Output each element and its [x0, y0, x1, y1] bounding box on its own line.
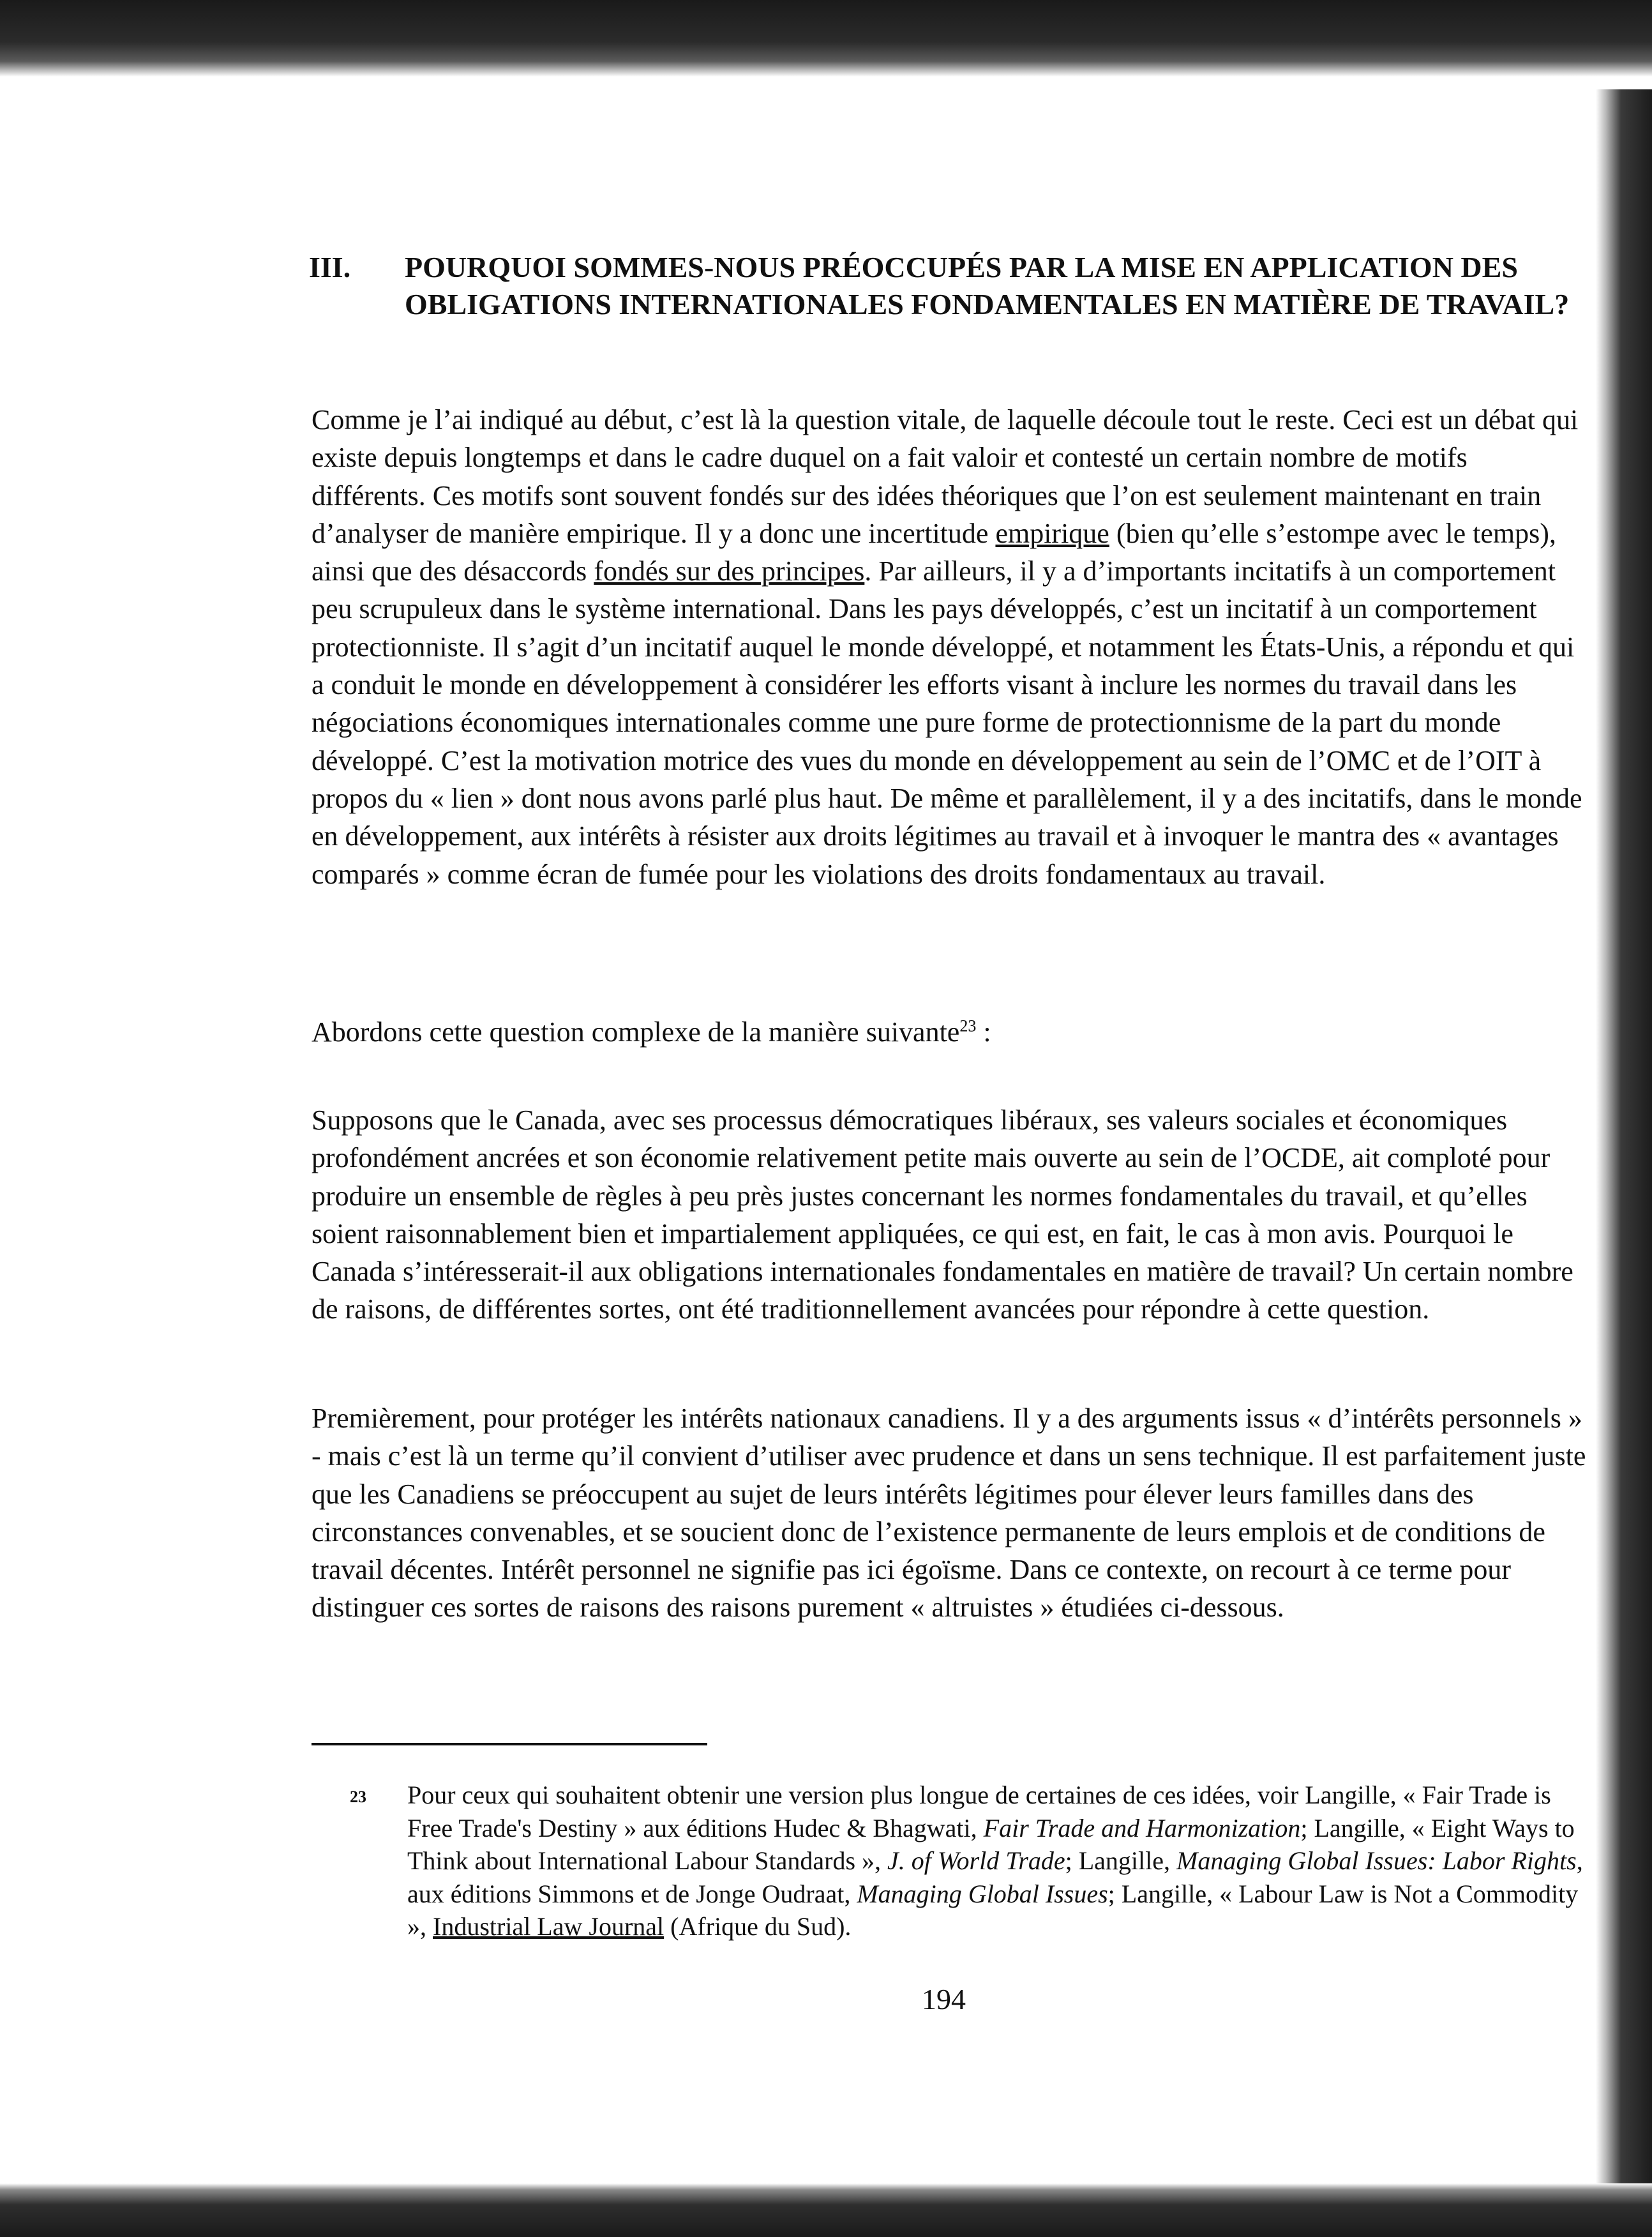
footnote-number: 23 [350, 1788, 366, 1806]
paragraph-2-tail: : [976, 1016, 991, 1048]
paragraph-1 [312, 401, 1588, 893]
paragraph-1-part-e: . Par ailleurs, il y a d’importants incitatifs à un comportement peu scrupuleux dans le système international. Dans les pays développés, c’est un incitatif à un comportement protectionniste. Il s’agit d’un incitatif auquel le monde développé, et notamment les États-Unis, a répondu et qui a conduit le monde en développement à considérer les efforts visant à inclure les normes du travail dans les négociations économiques internationales comme une pure forme de protectionnisme de la part du monde développé. C’est la motivation motrice des vues du monde en développement au sein de l’OMC et de l’OIT à propos du « lien » dont nous avons parlé plus haut. De même et parallèlement, il y a des incitatifs, dans le monde en développement, aux intérêts à résister aux droits légitimes au travail et à invoquer le mantra des « avantages comparés » comme écran de fumée pour les violations des droits fondamentaux au travail. [312, 555, 1582, 890]
footnote-part-4: , aux éditions Simmons et de Jonge Oudraat, [407, 1846, 1583, 1908]
paragraph-4: Premièrement, pour protéger les intérêts nationaux canadiens. Il y a des arguments issus « d’intérêts personnels » - mais c’est là un terme qu’il convient d’utiliser avec prudence et dans un sens technique. Il est parfaitement juste que les Canadiens se préoccupent au sujet de leurs intérêts légitimes pour élever leurs familles dans des circonstances convenables, et se soucient donc de l’existence permanente de leurs emplois et de conditions de travail décentes. Intérêt personnel ne signifie pas ici égoïsme. Dans ce contexte, on recourt à ce terme pour distinguer ces sortes de raisons des raisons purement « altruistes » étudiées ci-dessous. [312, 1403, 1586, 1623]
underlined-empirique: empirique [995, 517, 1109, 549]
footnote-divider [312, 1743, 707, 1745]
footnote-italic-4: Managing Global Issues [857, 1879, 1108, 1908]
section-heading [309, 249, 1592, 323]
paragraph-1-part-c: (bien qu’elle s’estompe avec le temps), ainsi que des désaccords [312, 517, 1556, 587]
footnote-italic-3: Managing Global Issues: Labor Rights [1176, 1846, 1577, 1875]
paragraph-2 [312, 1013, 1588, 1051]
footnote-ref-23: 23 [959, 1016, 977, 1036]
footnote-part-1: Pour ceux qui souhaitent obtenir une version plus longue de certaines de ces idées, voir Langille, « Fair Trade is Free Trade's Destiny » aux éditions Hudec & Bhagwati, [407, 1781, 1551, 1842]
footnote-part-5: ; Langille, « Labour Law is Not a Commodity », [407, 1879, 1579, 1941]
footnote-italic-1: Fair Trade and Harmonization [983, 1813, 1301, 1842]
footnote-part-6: (Afrique du Sud). [664, 1912, 852, 1941]
underlined-fondes-sur-des-principes: fondés sur des principes [594, 555, 865, 587]
footnote-underline-1: Industrial Law Journal [433, 1912, 665, 1941]
section-number: III. [309, 251, 351, 283]
paragraph-2-text: Abordons cette question complexe de la manière suivante [312, 1016, 960, 1048]
footnote-text [407, 1779, 1595, 1943]
page-number: 194 [922, 1983, 966, 2015]
footnote-part-2: ; Langille, « Eight Ways to Think about International Labour Standards », [407, 1813, 1575, 1875]
paragraph-1-part-a: Comme je l’ai indiqué au début, c’est là la question vitale, de laquelle découle tout le reste. Ceci est un débat qui existe depuis longtemps et dans le cadre duquel on a fait valoir et contesté un certain nombre de motifs différents. Ces motifs sont souvent fondés sur des idées théoriques que l’on est seulement maintenant en train d’analyser de manière empirique. Il y a donc une incertitude [312, 404, 1579, 549]
section-title: POURQUOI SOMMES-NOUS PRÉOCCUPÉS PAR LA MISE EN APPLICATION DES OBLIGATIONS INTERNATIONALES FONDAMENTALES EN MATIÈRE DE TRAVAIL? [405, 251, 1570, 320]
footnote-part-3: ; Langille, [1065, 1846, 1176, 1875]
paragraph-3: Supposons que le Canada, avec ses processus démocratiques libéraux, ses valeurs sociales et économiques profondément ancrées et son économie relativement petite mais ouverte au sein de l’OCDE, ait comploté pour produire un ensemble de règles à peu près justes concernant les normes fondamentales du travail, et qu’elles soient raisonnablement bien et impartialement appliquées, ce qui est, en fait, le cas à mon avis. Pourquoi le Canada s’intéresserait-il aux obligations internationales fondamentales en matière de travail? Un certain nombre de raisons, de différentes sortes, ont été traditionnellement avancées pour répondre à cette question. [312, 1104, 1573, 1325]
footnote-italic-2: J. of World Trade [887, 1846, 1065, 1875]
